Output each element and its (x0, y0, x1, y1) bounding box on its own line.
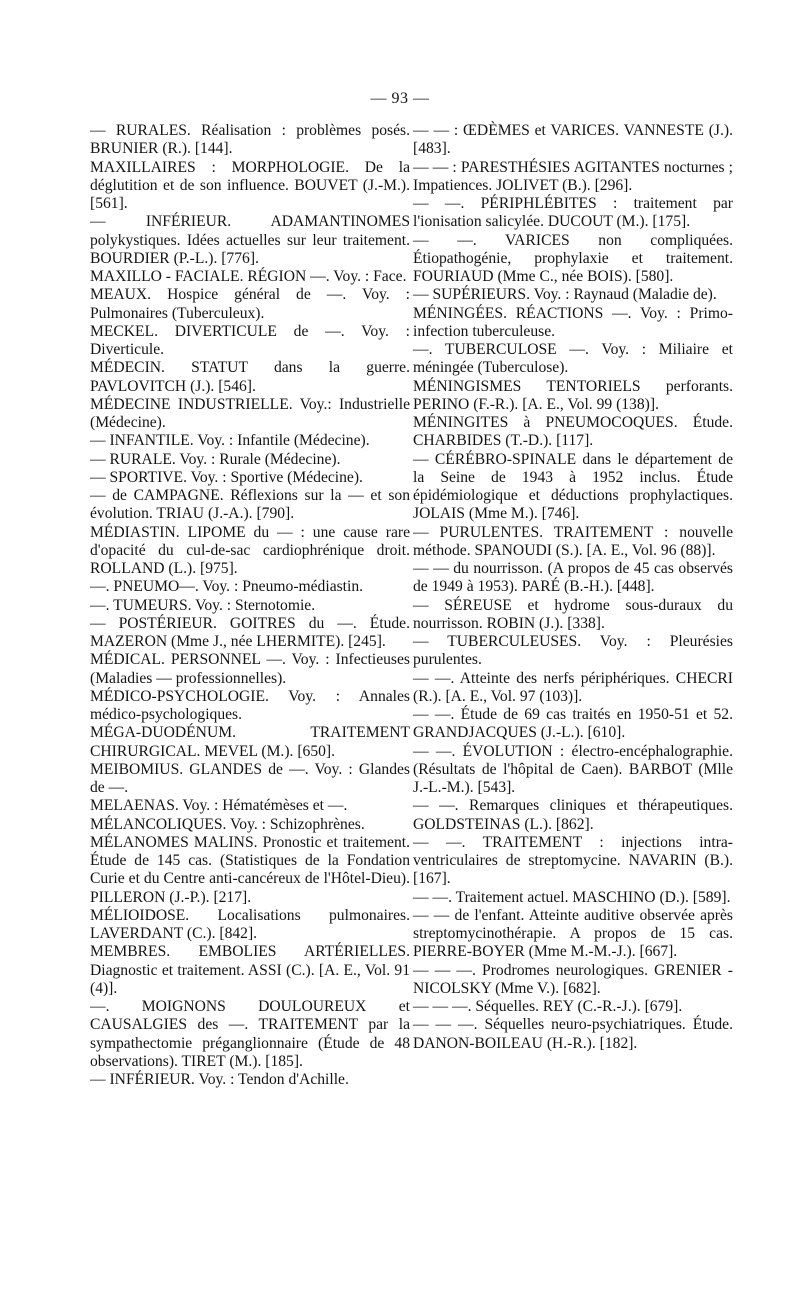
index-entry: —. TUBERCULOSE —. Voy. : Miliaire et méningée (Tuberculose). (413, 341, 733, 377)
index-entry: — — —. Séquelles neuro-psychiatriques. Étude. DANON-BOILEAU (H.-R.). [182]. (413, 1016, 733, 1052)
index-entry: MÉDICO-PSYCHOLOGIE. Voy. : Annales médico-psychologiques. (90, 687, 410, 723)
index-entry: MAXILLAIRES : MORPHOLOGIE. De la déglutition et de son influence. BOUVET (J.-M.). [561]. (90, 158, 410, 212)
index-entry: — POSTÉRIEUR. GOITRES du —. Étude. MAZERON (Mme J., née LHERMITE). [245]. (90, 614, 410, 650)
index-entry: — — —. Séquelles. REY (C.-R.-J.). [679]. (413, 998, 683, 1015)
index-entry: — — : ŒDÈMES et VARICES. VANNESTE (J.). [483]. (413, 122, 733, 158)
index-entry: MEIBOMIUS. GLANDES de —. Voy. : Glandes de —. (90, 760, 410, 796)
index-column-left (90, 122, 410, 1089)
index-entry: MELAENAS. Voy. : Hématémèses et —. (90, 797, 348, 815)
index-entry: MEMBRES. EMBOLIES ARTÉRIELLES. Diagnostic et traitement. ASSI (C.). [A. E., Vol. 91 (4)]. (90, 943, 410, 997)
index-entry: — SÉREUSE et hydrome sous-duraux du nourrisson. ROBIN (J.). [338]. (413, 596, 733, 632)
index-entry: — —. TRAITEMENT : injections intra-ventriculaires de streptomycine. NAVARIN (B.). [167]. (413, 833, 733, 888)
index-entry: — —. Remarques cliniques et thérapeutiques. GOLDSTEINAS (L.). [862]. (413, 797, 733, 833)
index-entry: —. MOIGNONS DOULOUREUX et CAUSALGIES des —. TRAITEMENT par la sympathectomie préganglionnaire (Étude de 48 observations). TIRET (M.). [185]. (90, 998, 410, 1070)
index-entry: — SUPÉRIEURS. Voy. : Raynaud (Maladie de). (413, 286, 717, 304)
index-entry: — SPORTIVE. Voy. : Sportive (Médecine). (90, 468, 363, 486)
index-entry: — TUBERCULEUSES. Voy. : Pleurésies purulentes. (413, 633, 733, 669)
page-number: — 93 — (370, 90, 430, 107)
index-entry: MÉDIASTIN. LIPOME du — : une cause rare d'opacité du cul-de-sac cardiophrénique droit. ROLLAND (L.). [975]. (90, 523, 410, 577)
index-entry: MÉDECIN. STATUT dans la guerre. PAVLOVITCH (J.). [546]. (90, 359, 410, 395)
index-entry: — —. PÉRIPHLÉBITES : traitement par l'ionisation salicylée. DUCOUT (M.). [175]. (413, 195, 733, 231)
index-entry: MÉLANOMES MALINS. Pronostic et traitement. Étude de 145 cas. (Statistiques de la Fondation Curie et du Centre anti-cancéreux de l'Hôtel-Dieu). PILLERON (J.-P.). [217]. (90, 833, 410, 906)
index-entry: — INFANTILE. Voy. : Infantile (Médecine). (90, 432, 370, 450)
index-entry: — RURALES. Réalisation : problèmes posés. BRUNIER (R.). [144]. (90, 122, 410, 158)
index-entry: — —. Traitement actuel. MASCHINO (D.). [589]. (413, 888, 731, 906)
index-entry: — INFÉRIEUR. ADAMANTINOMES polykystiques. Idées actuelles sur leur traitement. BOURDIER (P.-L.). [776]. (90, 213, 410, 267)
index-entry: — INFÉRIEUR. Voy. : Tendon d'Achille. (90, 1071, 349, 1088)
index-entry: — PURULENTES. TRAITEMENT : nouvelle méthode. SPANOUDI (S.). [A. E., Vol. 96 (88)]. (413, 523, 733, 559)
index-entry: — —. VARICES non compliquées. Étiopathogénie, prophylaxie et traitement. FOURIAUD (Mme C., née BOIS). [580]. (413, 231, 733, 285)
index-entry: MÉLIOIDOSE. Localisations pulmonaires. LAVERDANT (C.). [842]. (90, 906, 410, 942)
index-column-right (413, 122, 733, 1053)
index-entry: — —. Atteinte des nerfs périphériques. CHECRI (R.). [A. E., Vol. 97 (103)]. (413, 669, 733, 705)
index-entry: MÉNINGITES à PNEUMOCOQUES. Étude. CHARBIDES (T.-D.). [117]. (413, 414, 733, 450)
index-entry: — —. ÉVOLUTION : électro-encéphalographie. (Résultats de l'hôpital de Caen). BARBOT (Mlle J.-L.-M.). [543]. (413, 742, 733, 796)
index-entry: MÉNINGISMES TENTORIELS perforants. PERINO (F.-R.). [A. E., Vol. 99 (138)]. (413, 377, 733, 413)
index-entry: — — : PARESTHÉSIES AGITANTES nocturnes ; Impatiences. JOLIVET (B.). [296]. (413, 158, 733, 194)
index-entry: MÉDECINE INDUSTRIELLE. Voy.: Industrielle (Médecine). (90, 395, 410, 431)
index-entry: — — —. Prodromes neurologiques. GRENIER - NICOLSKY (Mme V.). [682]. (413, 961, 733, 997)
index-entry: — — de l'enfant. Atteinte auditive observée après streptomycinothérapie. A propos de 15 cas. PIERRE-BOYER (Mme M.-M.-J.). [667]. (413, 906, 733, 961)
index-entry: — —. Étude de 69 cas traités en 1950-51 et 52. GRANDJACQUES (J.-L.). [610]. (413, 706, 733, 742)
index-entry: MAXILLO - FACIALE. RÉGION —. Voy. : Face. (90, 268, 407, 285)
index-entry: — RURALE. Voy. : Rurale (Médecine). (90, 450, 341, 468)
index-entry: MÉLANCOLIQUES. Voy. : Schizophrènes. (90, 815, 365, 833)
index-entry: — de CAMPAGNE. Réflexions sur la — et son évolution. TRIAU (J.-A.). [790]. (90, 487, 410, 523)
index-entry: MECKEL. DIVERTICULE de —. Voy. : Diverticule. (90, 322, 410, 358)
index-entry: —. PNEUMO—. Voy. : Pneumo-médiastin. (90, 578, 364, 596)
index-entry: MÉGA-DUODÉNUM. TRAITEMENT CHIRURGICAL. MEVEL (M.). [650]. (90, 724, 410, 760)
index-entry: MEAUX. Hospice général de —. Voy. : Pulmonaires (Tuberculeux). (90, 286, 410, 322)
index-entry: MÉDICAL. PERSONNEL —. Voy. : Infectieuses (Maladies — professionnelles). (90, 651, 410, 687)
index-entry: MÉNINGÉES. RÉACTIONS —. Voy. : Primo-infection tuberculeuse. (413, 304, 733, 340)
index-entry: —. TUMEURS. Voy. : Sternotomie. (90, 596, 316, 614)
index-entry: — CÉRÉBRO-SPINALE dans le département de la Seine de 1943 à 1952 inclus. Étude épidémiologique et déductions prophylactiques. JOLAIS (Mme M.). [746]. (413, 450, 733, 523)
index-entry: — — du nourrisson. (A propos de 45 cas observés de 1949 à 1953). PARÉ (B.-H.). [448]. (413, 560, 733, 596)
